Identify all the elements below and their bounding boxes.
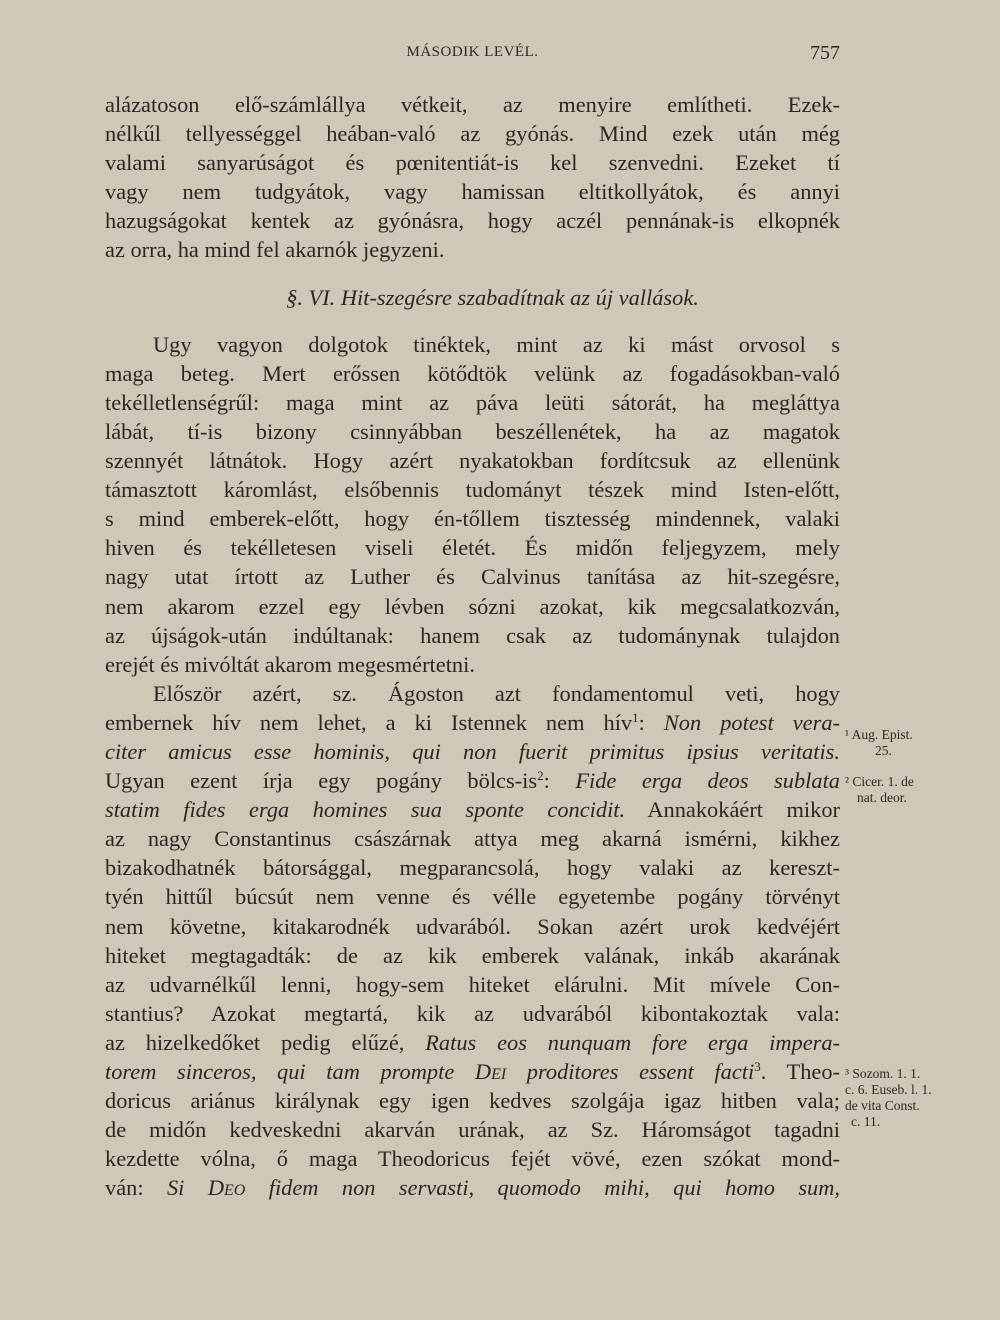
paragraph-2	[105, 330, 840, 679]
footnote-ref-1: 1	[632, 709, 639, 725]
text-line: nem követne, kitakarodnék udvarából. Sokan azért urok kedvéjért	[105, 913, 840, 939]
margin-note-3: ³ Sozom. 1. 1. c. 6. Euseb. l. 1. de vita Const. c. 11.	[845, 1066, 932, 1129]
text-line: s mind emberek-előtt, hogy én-tőllem tisztesség mindennek, valaki	[105, 506, 840, 532]
running-head-title: MÁSODIK LEVÉL.	[406, 44, 539, 60]
text-line: hiteket megtagadták: de az kik emberek valának, inkáb akarának	[105, 942, 840, 968]
section-heading: §. VI. Hit-szegésre szabadítnak az új vallások.	[286, 284, 699, 310]
text-line: hazugságokat kentek az gyónásra, hogy aczél pennának-is elkopnék	[105, 208, 840, 234]
margin-note-1: ¹ Aug. Epist. 25.	[845, 727, 913, 758]
text-line: de midőn kedveskedni akarván urának, az Sz. Háromságot tagadni	[105, 1117, 840, 1143]
text-line: nem akarom ezzel egy lévben sózni azokat, kik megcsalatkozván,	[105, 593, 840, 619]
text-line: Ugy vagyon dolgotok tinéktek, mint az ki mást orvosol s	[153, 331, 840, 357]
margin-note-2: ² Cicer. 1. de nat. deor.	[845, 774, 914, 805]
text-line: hiven és tekélletesen viseli életét. És midőn feljegyzem, mely	[105, 535, 840, 561]
text-line: Ugyan ezent írja egy pogány bölcs-$is^2$: Fide erga deos sublata	[105, 768, 840, 794]
text-line: Először azért, sz. Ágoston azt fondamentomul veti, hogy	[153, 680, 840, 706]
text-line: bizakodhatnék bátorsággal, megparancsolá, hogy valaki az kereszt-	[105, 855, 840, 881]
text-line: az orra, ha mind fel akarnók jegyzeni.	[105, 237, 445, 263]
text-line: erejét és mivóltát akarom megesmértetni.	[105, 651, 475, 677]
text-line: az udvarnélkűl lenni, hogy-sem hiteket elárulni. Mit mívele Con-	[105, 971, 840, 997]
footnote-ref-2: 2	[537, 768, 544, 784]
footnote-ref-3: 3	[754, 1059, 761, 1074]
text-line: doricus ariánus királynak egy igen kedves szolgája igaz hitben vala;	[105, 1088, 840, 1114]
text-line: lábát, tí-is bizony csinnyábban beszéllenétek, ha az magatok	[105, 418, 840, 444]
text-line: az nagy Constantinus császárnak attya meg akarná ismérni, kikhez	[105, 826, 840, 852]
page-number: 757	[810, 42, 840, 64]
text-line: vagy nem tudgyátok, vagy hamissan eltitkollyátok, és annyi	[105, 179, 840, 205]
text-line: nagy utat írtott az Luther és Calvinus tanítása az hit-szegésre,	[105, 564, 840, 590]
text-line: citer amicus esse hominis, qui non fuerit primitus ipsius veritatis.	[105, 738, 840, 764]
text-line: kezdette vólna, ő maga Theodoricus fejét vövé, ezen szókat mond-	[105, 1146, 840, 1172]
text-line: valami sanyarúságot és pœnitentiát-is kel szenvedni. Ezeket tí	[105, 150, 840, 176]
text-line: az újságok-után indúltanak: hanem csak az tudománynak tulajdon	[105, 622, 840, 648]
text-line: nélkűl tellyességgel heában-való az gyónás. Mind ezek után még	[105, 121, 840, 147]
running-head	[105, 42, 840, 72]
text-line: torem sinceros, qui tam prompte Dei proditores essent facti$^3$. Theo-	[105, 1059, 840, 1084]
text-line: tyén hittűl búcsút nem venne és vélle egyetembe pogány törvényt	[105, 884, 840, 910]
text-line: szennyét látnátok. Hogy azért nyakatokban fordítcsuk az ellenünk	[105, 448, 840, 474]
body-text	[105, 90, 840, 1202]
paragraph-1	[105, 90, 840, 265]
text-line: stantius? Azokat megtartá, kik az udvarából kibontakoztak vala:	[105, 1000, 840, 1026]
text-line: statim fides erga homines sua sponte concidit. Annakokáért mikor	[105, 797, 840, 823]
text-line: embernek hív nem lehet, a ki Istennek nem hív$^1$: Non potest vera-	[105, 709, 840, 735]
text-line: támasztott káromlást, elsőbennis tudományt tészek mind Isten-előtt,	[105, 477, 840, 503]
text-line: maga beteg. Mert erőssen kötődtök velünk az fogadásokban-való	[105, 360, 840, 386]
paragraph-3	[105, 679, 840, 1203]
text-line: ván: Si Deo fidem non servasti, quomodo mihi, qui homo sum,	[105, 1175, 841, 1201]
text-line: alázatoson elő-számlállya vétkeit, az menyire említheti. Ezek-	[105, 92, 840, 117]
text-line: az hizelkedőket pedig elűzé, Ratus eos nunquam fore erga impera-	[105, 1029, 840, 1055]
text-line: tekélletlenségrűl: maga mint az páva leüti sátorát, ha megláttya	[105, 389, 840, 415]
